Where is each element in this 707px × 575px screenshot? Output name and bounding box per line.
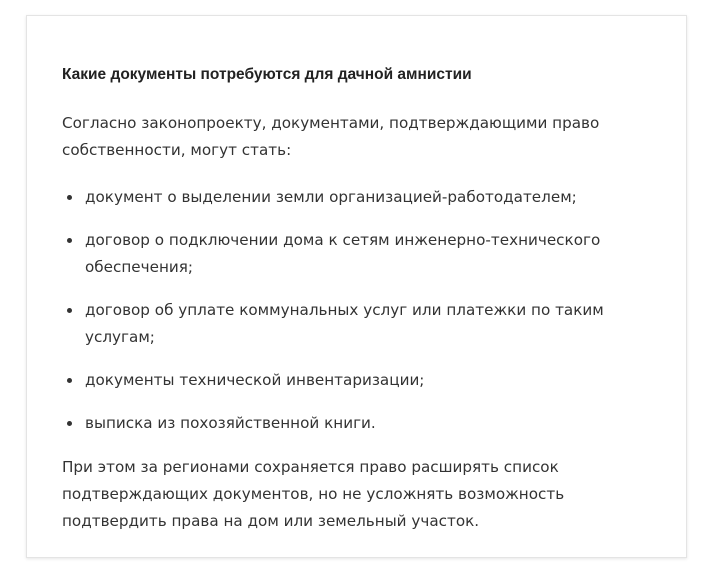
intro-paragraph: Согласно законопроекту, документами, подтверждающими право собственности, могут стать: <box>62 114 600 159</box>
bullet-icon <box>67 421 72 426</box>
list-item-text: договор о подключении дома к сетям инженерно-технического обеспечения; <box>85 231 601 276</box>
list-item-text: документ о выделении земли организацией-работодателем; <box>85 188 577 206</box>
list-item <box>62 184 662 211</box>
list-item <box>62 227 662 281</box>
list-item <box>62 367 662 394</box>
list-item-text: документы технической инвентаризации; <box>85 371 425 389</box>
bullet-icon <box>67 238 72 243</box>
documents-list <box>62 184 662 453</box>
bullet-icon <box>67 195 72 200</box>
article-card <box>26 15 687 558</box>
list-item <box>62 297 662 351</box>
article-title: Какие документы потребуются для дачной амнистии <box>62 66 472 83</box>
bullet-icon <box>67 378 72 383</box>
list-item-text: договор об уплате коммунальных услуг или платежки по таким услугам; <box>85 301 604 346</box>
outro-paragraph: При этом за регионами сохраняется право расширять список подтверждающих документов, но не усложнять возможность подтвердить права на дом или земельный участок. <box>62 458 565 530</box>
list-item-text: выписка из похозяйственной книги. <box>85 414 376 432</box>
bullet-icon <box>67 308 72 313</box>
list-item <box>62 410 662 437</box>
